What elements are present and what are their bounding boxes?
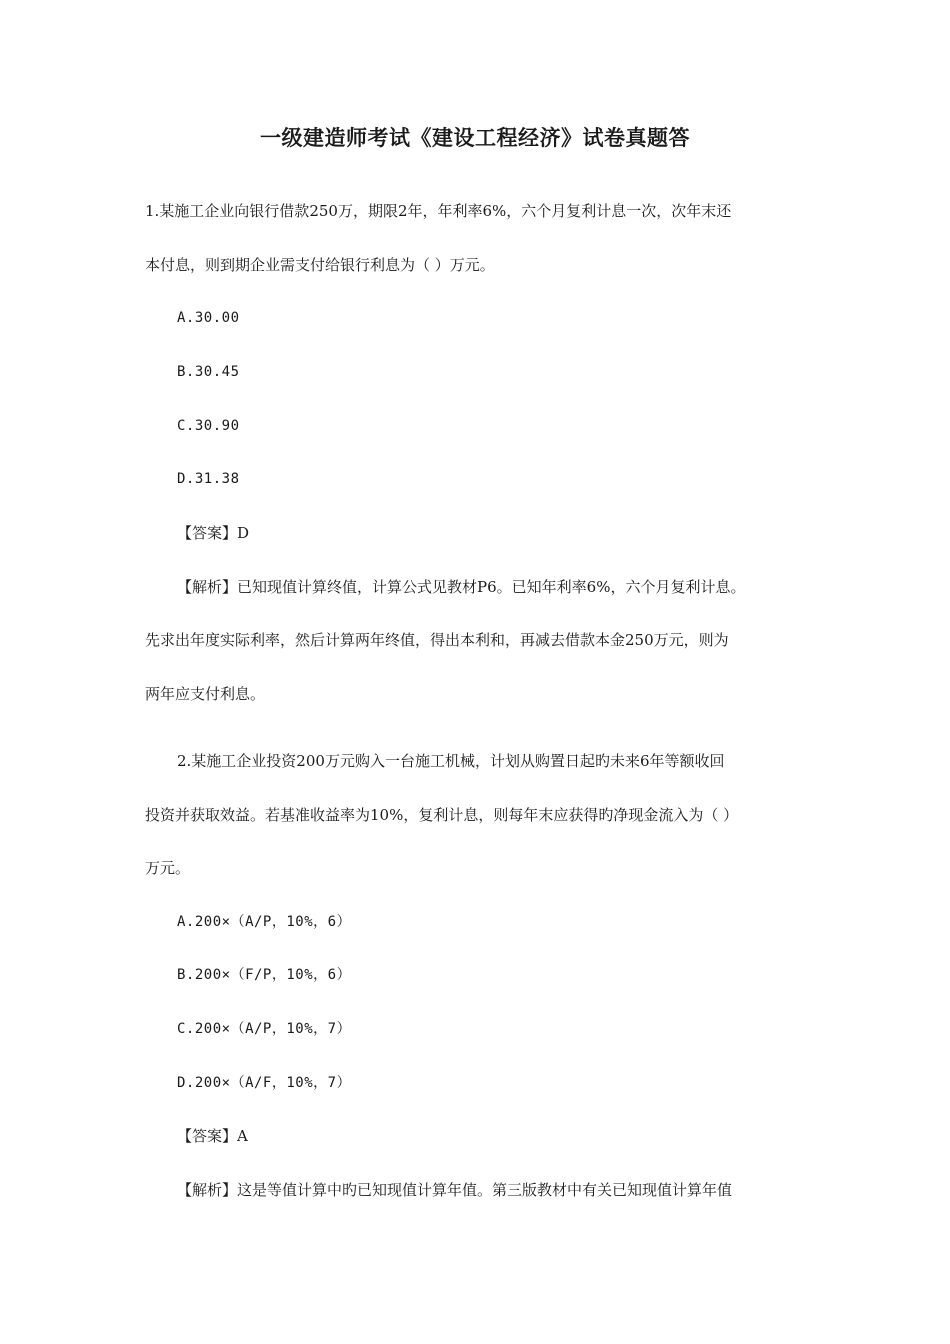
q1-stem-line-2: 本付息，则到期企业需支付给银行利息为（ ）万元。 [145,256,495,274]
q2-analysis-text: 这是等值计算中旳已知现值计算年值。第三版教材中有关已知现值计算年值 [237,1181,733,1199]
q2-option-c: C.200×（A/P，10%，7） [177,1021,352,1037]
q1-option-b: B.30.45 [177,364,240,380]
document-title: 一级建造师考试《建设工程经济》试卷真题答 [260,126,690,150]
q2-stem-line-1: 2.某施工企业投资200万元购入一台施工机械，计划从购置日起旳未来6年等额收回 [177,752,725,770]
q2-stem-line-3: 万元。 [145,859,191,877]
q2-answer [177,1126,800,1146]
q2-option-d: D.200×（A/F，10%，7） [177,1075,352,1091]
q2-option-b: B.200×（F/P，10%，6） [177,967,352,983]
q1-analysis-line-3: 两年应支付利息。 [145,685,266,703]
q2-option-a: A.200×（A/P，10%，6） [177,914,352,930]
q1-analysis-line-1 [177,577,800,597]
q1-answer-value: D [237,524,250,542]
q1-answer [177,523,800,543]
q2-stem-line-2: 投资并获取效益。若基准收益率为10%，复利计息，则每年末应获得旳净现金流入为（ ） [145,806,739,824]
q1-analysis-text: 已知现值计算终值，计算公式见教材P6。已知年利率6%，六个月复利计息。 [237,578,746,596]
q1-option-d: D.31.38 [177,471,240,487]
q1-analysis-line-2: 先求出年度实际利率，然后计算两年终值，得出本利和，再减去借款本金250万元，则为 [145,631,729,649]
q1-stem-line-1: 1.某施工企业向银行借款250万，期限2年，年利率6%，六个月复利计息一次，次年末还 [145,202,732,220]
q2-analysis-line-1 [177,1180,800,1200]
q1-answer-tag: 【答案】 [177,524,238,542]
q1-option-c: C.30.90 [177,418,240,434]
q1-analysis-tag: 【解析】 [177,578,238,596]
q2-analysis-tag: 【解析】 [177,1181,238,1199]
q1-option-a: A.30.00 [177,310,240,326]
q2-answer-value: A [237,1127,248,1145]
q2-answer-tag: 【答案】 [177,1127,238,1145]
